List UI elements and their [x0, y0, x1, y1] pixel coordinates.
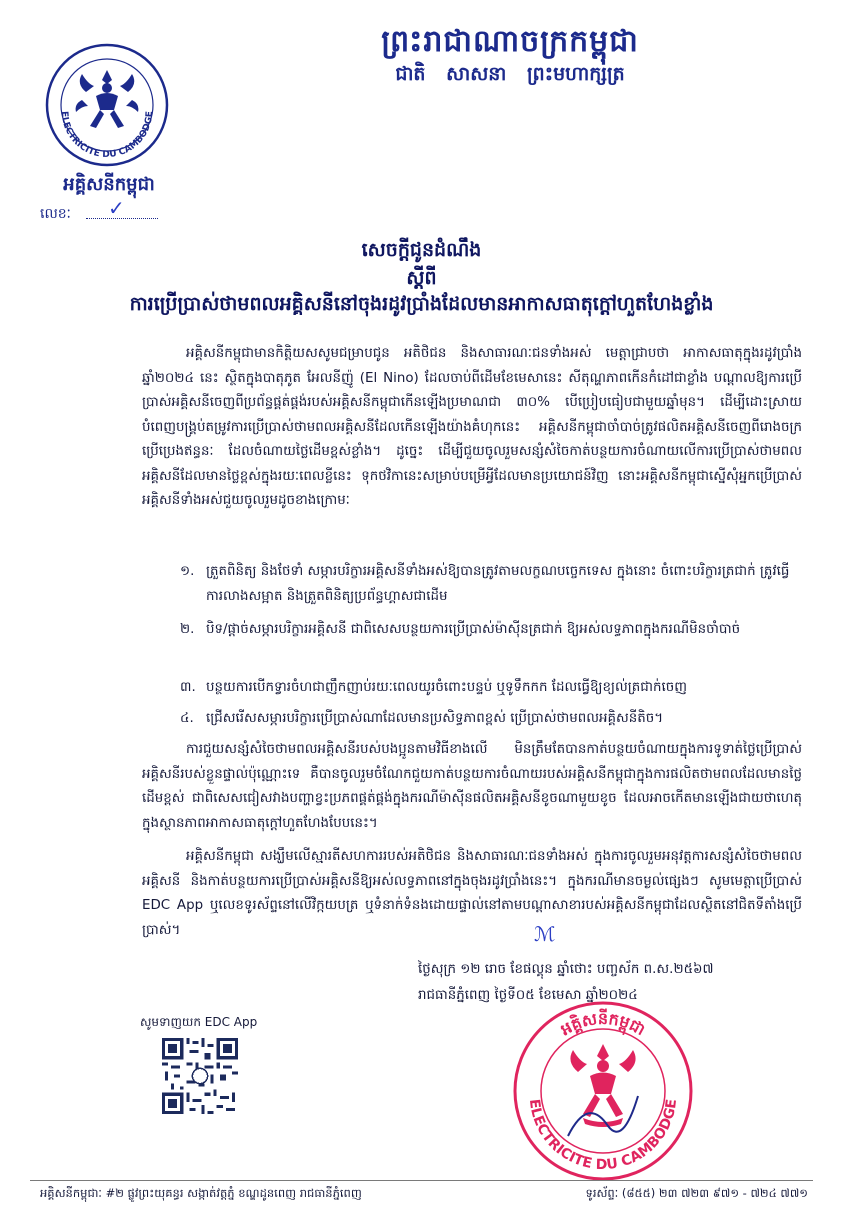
reference-mark: ✓: [108, 196, 125, 220]
kingdom-heading: ព្រះរាជាណាចក្រកម្ពុជា: [381, 24, 639, 59]
list-item-text: បន្ថយការបើកទ្វារចំហជាញឹកញាប់រយៈពេលយូរចំពោះបន្ទប់ ឬទូទឹកកក ដែលធ្វើឱ្យខ្យល់ត្រជាក់ចេញ: [206, 680, 687, 695]
footer-divider: [30, 1180, 813, 1181]
list-item-text: ជ្រើសរើសសម្ភារបរិក្ខារប្រើប្រាស់ណាដែលមានប្រសិទ្ធភាពខ្ពស់ ប្រើប្រាស់ថាមពលអគ្គិសនីតិច។: [206, 711, 664, 726]
intro-paragraph: អគ្គិសនីកម្ពុជាមានកិត្តិយសសូមជម្រាបជូន អតិថិជន និងសាធារណៈជនទាំងអស់ មេត្តាជ្រាបថា អាកាសធាតុក្នុងរដូវប្រាំង ឆ្នាំ២០២៤ នេះ ស្ថិតក្នុងបាតុភូត អែលនីញ៉ូ (El Nino) ដែលចាប់ពីដើមខែមេសានេះ សីតុណ្ហភាពកើនកំដៅជាខ្លាំង បណ្តាលឱ្យការប្រើប្រាស់អគ្គិសនីចេញពីប្រព័ន្ធផ្គត់ផ្គង់របស់អគ្គិសនីកម្ពុជាកើនឡើងប្រមាណជា ៣០% បើប្រៀបធៀបជាមួយឆ្នាំមុន។ ដើម្បីដោះស្រាយបំពេញបង្គ្រប់តម្រូវការប្រើប្រាស់ថាមពលអគ្គិសនីដែលកើនឡើងយ៉ាងគំហុកនេះ អគ្គិសនីកម្ពុជាចាំបាច់ត្រូវផលិតអគ្គិសនីចេញពីរោងចក្រប្រើប្រេងឥន្ធនៈ ដែលចំណាយថ្លៃដើមខ្ពស់ខ្លាំង។ ដូច្នេះ ដើម្បីជួយចូលរួមសន្សំសំចៃកាត់បន្ថយការចំណាយលើការប្រើប្រាស់ថាមពលអគ្គិសនីដែលមានថ្លៃខ្ពស់ក្នុងរយៈពេលខ្លីនេះ ទុកថវិកានេះសម្រាប់បម្រើអ្វីដែលមានប្រយោជន៍វិញ នោះអគ្គិសនីកម្ពុជាស្នើសុំអ្នកប្រើប្រាស់អគ្គិសនីទាំងអស់ជួយចូលរួមដូចខាងក្រោមៈ: [142, 346, 802, 508]
organization-name: អគ្គិសនីកម្ពុជា: [63, 174, 155, 195]
solar-date: រាជធានីភ្នំពេញ ថ្ងៃទី០៥ ខែមេសា ឆ្នាំ២០២៤: [418, 988, 638, 1003]
stamp-bottom-text: ELECTRICITE DU CAMBODGE: [525, 1098, 681, 1174]
app-download-label: សូមទាញយក EDC App: [140, 1015, 258, 1029]
notice-title: សេចក្តីជូនដំណឹង: [361, 239, 482, 261]
notice-subject: ការប្រើប្រាស់ថាមពលអគ្គិសនីនៅចុងរដូវប្រាំងដែលមានអាកាសធាតុក្តៅហួតហែងខ្លាំង: [129, 293, 714, 315]
list-item: [180, 676, 802, 701]
stamp-top-text: អគ្គិសនីកម្ពុជា: [557, 1009, 649, 1040]
benefit-paragraph: ការជួយសន្សំសំចៃថាមពលអគ្គិសនីរបស់បងប្អូនតាមវិធីខាងលើ មិនត្រឹមតែបានកាត់បន្ថយចំណាយក្នុងការទូទាត់ថ្លៃប្រើប្រាស់អគ្គិសនីរបស់ខ្លួនផ្ទាល់ប៉ុណ្ណោះទេ គឺបានចូលរួមចំណែកជួយកាត់បន្ថយការចំណាយរបស់អគ្គិសនីកម្ពុជាក្នុងការផលិតថាមពលដែលមានថ្លៃដើមខ្ពស់ ជាពិសេសជៀសវាងបញ្ហាខ្វះប្រភពផ្គត់ផ្គង់ក្នុងករណីម៉ាស៊ីនផលិតអគ្គិសនីខូចណាមួយខូច ដែលអាចកើតមានឡើងជាយថាហេតុក្នុងស្ថានភាពអាកាសធាតុក្តៅហួតហែងបែបនេះ។: [142, 742, 802, 831]
closing-paragraph: អគ្គិសនីកម្ពុជា សង្ឃឹមលើស្មារតីសហការរបស់អតិថិជន និងសាធារណៈជនទាំងអស់ ក្នុងការចូលរួមអនុវត្តការសន្សំសំចៃថាមពលអគ្គិសនី និងកាត់បន្ថយការប្រើប្រាស់អគ្គិសនីឱ្យអស់លទ្ធភាពនៅក្នុងចុងរដូវប្រាំងនេះ។ ក្នុងករណីមានចម្ងល់ផ្សេងៗ សូមមេត្តាប្រើប្រាស់ EDC App ឬលេខទូរស័ព្ទនៅលើវិក្កយបត្រ ឬទំនាក់ទំនងដោយផ្ទាល់នៅតាមបណ្តាសាខារបស់អគ្គិសនីកម្ពុជាដែលស្ថិតនៅជិតទីតាំងប្រើប្រាស់។: [142, 849, 802, 938]
notice-subject-label: ស្តីពី: [406, 267, 437, 289]
list-item-text: បិទ/ផ្តាច់សម្ភារបរិក្ខារអគ្គិសនី ជាពិសេសបន្ថយការប្រើប្រាស់ម៉ាស៊ីនត្រជាក់ ឱ្យអស់លទ្ធភាពក្នុងករណីមិនចាំបាច់: [206, 622, 741, 637]
list-item: [180, 707, 802, 732]
svg-text:ELECTRICITE DU CAMBODGE: [59, 111, 155, 160]
qr-code-icon[interactable]: [162, 1038, 238, 1114]
national-motto: ជាតិ សាសនា ព្រះមហាក្សត្រ: [395, 63, 625, 85]
list-item-number: ២.: [180, 622, 195, 637]
list-item-number: ៣.: [180, 680, 196, 695]
edc-logo: [42, 40, 172, 170]
official-stamp: [508, 996, 698, 1186]
list-item: [180, 618, 802, 643]
list-item-text: ត្រួតពិនិត្យ និងថែទាំ សម្ភារបរិក្ខារអគ្គិសនីទាំងអស់ឱ្យបានត្រូវតាមលក្ខណបច្ចេកទេស ក្នុងនោះ ចំពោះបរិក្ខារត្រជាក់ ត្រូវធ្វើការលាងសម្អាត និងត្រួតពិនិត្យប្រព័ន្ធហ្គាសជាដើម: [206, 564, 790, 604]
footer-address: អគ្គិសនីកម្ពុជាៈ #២ ផ្លូវព្រះយុគន្ធរ សង្កាត់វត្តភ្នំ ខណ្ឌដូនពេញ រាជធានីភ្នំពេញ: [40, 1186, 362, 1200]
svg-text:អគ្គិសនីកម្ពុជា: [557, 1008, 648, 1039]
handwritten-initial: ℳ: [534, 922, 556, 946]
reference-label: លេខៈ: [40, 206, 71, 222]
logo-text: ELECTRICITE DU CAMBODGE: [58, 110, 156, 161]
list-item-number: ៤.: [180, 711, 194, 726]
list-item: [180, 560, 802, 609]
footer-phone: ទូរស័ព្ទៈ (៨៥៥) ២៣ ៧២៣ ៩៧១ - ៧២៤ ៧៧១: [585, 1186, 808, 1200]
list-item-number: ១.: [180, 564, 195, 579]
lunar-date: ថ្ងៃសុក្រ ១២ រោច ខែផល្គុន ឆ្នាំថោះ បញ្ចស័ក ព.ស.២៥៦៧: [418, 962, 714, 977]
